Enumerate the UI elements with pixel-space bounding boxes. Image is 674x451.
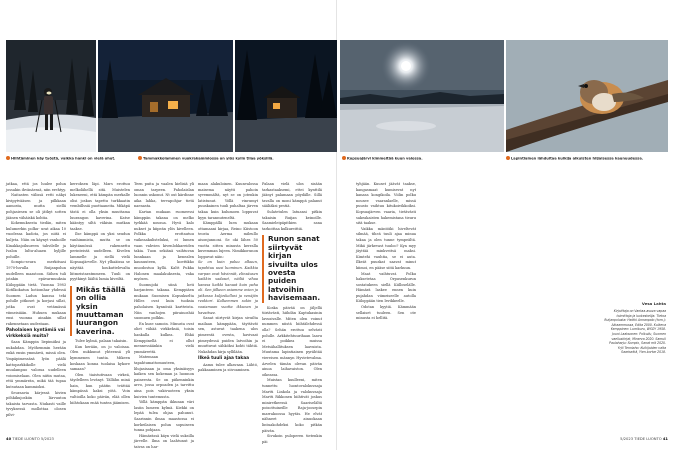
photo-skier	[6, 40, 96, 152]
paragraph: Saan Kämppin liepimiiksi ja nukahdan. Myöhemmin herään enkä ensin ymmärrä, missä olen. Ympäpimessäsä lyön päälä kattoparkkikolle vielä muulampuo valossa uudelleen voiomiselaan. Olen niitin mutaa, että ymmärrän, mikä tää tupaa kutsutaan kammioksi.	[6, 340, 66, 389]
poem-excerpt: Se on kuin paluu alkuun, tapahtuu uusi luominen. Kaikkia varpan ovat hävinnät, elinsäusen kaikkin sadaset, näiliä vihaa kanssa kaikki kanaat kuin paha oli. Sen jälkeen asiamme ovien ja jatkossa kuljeskellasi ja venäjän reaktori. Kulkemmen sukin ja voaiamaan vuotta ikkunan ja havaitsee.	[198, 260, 258, 315]
paragraph: Yöllä kämppän ikkunan väri lasiin lumeen kylmä. Kiekki on lepää tulea ohjaa pahunut. Saarinnin ilmaa maastossa ei korkeilaisen polun sopuiseen tunna pohjaan.	[134, 400, 194, 433]
paragraph: Palaan vielä ulos sisään tarkastaaksemi, ettei kynttilä jäänyt palamaan pöydälle. Sillä tavalla on moni kämppä palanut sääliäksi pestiä.	[262, 182, 322, 209]
paragraph: Kun herään, on jo valoisaa. Olen nukkunut yhteensä yli kymmenen tuntia. Mikeen koskaan konna tuolaisa kykore samaan?	[70, 344, 130, 372]
paragraph: tyhjään. Kuuset jäävät taakse, kangasmaat kumisevat nyt kanasa kongikoila. Viilin polku nousee vaaranlaelle, missä puusto vaihtuu kitukoivikkoiksi. Kopsuajärven vaaria, tietävästi sakeakaisten hakemistana tieuru sitä taakse.	[356, 182, 416, 226]
paragraph: Matemaan tapahtumattomuuteen, lilujasisaan ja oma yksinäisyys kaiken sen kokeman ja luonnon paineesta. Se on piikenninkin arvo, jossa orpoaden ja tarvittu aina pois vakivuoteen yksin kuivien tuntemusta.	[134, 355, 194, 399]
text-column	[262, 182, 322, 444]
caption-dot-icon	[342, 156, 346, 160]
page-number-left: 40	[6, 437, 12, 441]
caption-photo-3: Kopsuajärvi kimmeltää kuun valossa.	[342, 156, 423, 162]
pull-quote: Runon sanat siirtyvät kirjan sivuilta ulos ovesta puiden latvoihin havisemaan.	[262, 235, 322, 302]
photo-moonlit-lake	[340, 40, 504, 152]
caption-photo-2: Tammakkolammen vuokrakammiossa on ylös kylin tilaa yöksillä.	[138, 156, 274, 162]
paragraph: Naitasten välissä retti näkyi kivipytvääsen ja pilkkaan aamosta, mutta siellä pohjasiesen se oli jätkyt sotten jäänen vähäiskä kohtia.	[6, 193, 66, 220]
paragraph: kerroksen läpi. Mars erottuu melkolähellä sitä. Muistelen lukeneeni, että kämpän merkalle olisi joskus tapettu turkkaatin vembillssiä puottaaneita. Mikäpä tästä ei olla yksin muuttama luurangon kaverina. Katse kääntyy siltä väkisin mutkan taakse.	[70, 182, 130, 231]
pull-quote: Mikäs täällä on ollia yksin muuttaman luurangon kaverina.	[70, 286, 130, 336]
text-column	[6, 182, 66, 434]
text-column	[198, 182, 258, 434]
paragraph: Olen tiaistutivaan virkeä, täydelleen levänyt. Tällähn minä hain, kun päätin tvättää kämpässä kaksi yötä. Voin valtioilla koko päivän, elää ollen hiihtokaan enää tuntea jäämisen.	[70, 372, 130, 405]
paragraph: Sompio-seura merkitsasi 1970-luvulla Ruijanpolun uudelleen maastoon. Siihen tuli jotakin epävarmuuksia Kiiloppään tietä. Vuonna 1983 Kotilkokatun hotiomhar yhdessä Suomen Ladun kanssa teki polulle pitkoset ja korjasi sillat, jotka ovat vetämässä viimeisiään. Huhuen mukaan ensi vuonna ainakin sillat rakennetaan uudestaan.	[6, 260, 66, 326]
caption-dot-icon	[6, 156, 10, 160]
magazine-name: TIEDE LUONTO	[12, 437, 40, 441]
issue-number: 5/2023	[620, 437, 634, 441]
paragraph: Ilse kämppä on yksi seudun vanhimmista, mutta se on käytännössä rakennettu perinteistä uudelleen. Kivelen lammelle ja siellä vielä Kopsuajärvelle. Nyt ylhaäissa se näyttää houkuttelevalta liitmeistaratmmeen. Tuuli on pyytkinyt läältä lumia kiveiltä.	[70, 232, 130, 282]
paragraph: Suomujoki siinä heti harjanteen takana. Kemppiäen mukaan Suomisen Kopsukselta Hilles ovat kuin tuoksia paholaisen kynnösiä kartteista. Niin vanhojen piirainoshäi suomuen polkku.	[134, 282, 194, 321]
paragraph: maan alakuloinen. Kuunvalossa maisema näytti pahoin syvemmältä, nyt se on jotenkin latistunut. Yöllä vinrumyt puuskainen tuuli puhaltaa järven takaa kuin kulumoen loppuvat kyyn tarannuteneltä.	[198, 182, 258, 220]
author-name: Vesa Lahta	[641, 301, 666, 306]
paragraph: Kartan mukaan ruomeessi kämppän takana on melko tyrkkää nousua. Hyvä kalo nukset ja kiipeän ylös kivelleen. Polkka erottautuu vaikeaakulisteluksi, ei lumen vaan vahvien kivenlohkareiden takia. Tuon sekiänä vaihtuvan lunnkaan ja kenealen kaunuuteen, koettikko muodostuu kyllä. Kaltt Pukka Halonen maalakuksesta, vaka myösen.	[134, 209, 194, 282]
paragraph: Tulee kylmä, palaan takaisin.	[75, 339, 128, 344]
paragraph: Sulatetulen latuansi pitkin takaisin Ruijan keinoille. Saamieleipäpitkien sana tarkoittaa kulkureittiä.	[262, 209, 322, 231]
paragraph: Maat vaihtuvat. Polku haksetetaa Orpusenkurun sostatukeen siellä Kiilloselälle. Hämärä laskee ennen kuin pujahdan viimeiseelle autolla Kiiloppään tien levikkeelle.	[356, 271, 416, 304]
paragraph: Odotan kyytiä. Kämmään sellaiset tuuleen. Sen ote minusta ei hellitä.	[356, 305, 416, 321]
paragraph: Muistan kuulleeni, miten tunnettu luontovalokuvaaja Martti Linkola ja valokuvaaja Martti Rikkonen hiihtivät joskus miniretkeessä Saariselältä poisottuineille Raja-joosepin marrakoossa hyytäs. He elvät nähneet ainuokaan lintuakohdeksi koko pitkän päivän.	[262, 378, 322, 433]
paragraph: Aamu tulee alkavaan. Lähtö, pakkaaminen ja siivoaminen.	[198, 362, 258, 373]
caption-photo-4: Lapintiainen lähdultaa kulkija aikuisten hiljaisessa kaunuudessa.	[506, 156, 643, 162]
paragraph: Sanat siirtyvät kirjan sivuilta mailaan kämppään, täyttävät sen, astuvat taakena ulos pimeestä ovesta, havivaat pimeydessä puiden latvoihin ja muuttuvat sähköksi kohti tähtiä. Nukahdan kirja syllilään.	[198, 316, 258, 354]
author-bio: Kirjoittaja on Vantaa-asuva vapaa toimittaja ja luokeskelija. Tietoa Ruijanpolusta: Heikki Annanpalo (tom.): Aikaammussa, Edita 2000. Kulkeva Kemppinen: Lumikuru, WSOY 1958. Jouni Laaksonen: Polkuilu, Suomen vaelluskirjat, Minerva 2020. Samuli Paulaharju: Sompio, Sanat mit 2020. Yrjö Tenniaho: Kulkijoiden valta Saariselkä, Ylen-kortar 2018.	[604, 309, 666, 355]
paragraph: Seuraavia kärjessä kivien pöhkikujoskiin lärvuuton takaista tarvasta. Niukasti vaille tyvyksessä mollottaa olosen pilvi-	[6, 390, 66, 417]
photo-cabin	[98, 40, 233, 152]
paragraph: En kuse samoin. Minusta ovat oliet vähää virkkeksiä, toisin hankalla kulkea. Ehkä Kemppinellä ei ollut mennessäänkin vielä ymmärrettä.	[134, 321, 194, 354]
subheading: Ilkeä tuuli ajaa takaa	[198, 356, 250, 362]
paragraph: Teen puita ja vaalen kielisiä yli oman tarpeen. Paholaislan luonnin uskonut. Nt out kärdinne aika lahka, tervapohjar tietä naenasta.	[134, 182, 194, 209]
text-column	[70, 182, 130, 434]
text-column	[356, 182, 416, 434]
text-column	[134, 182, 194, 449]
paragraph: Hämärässä käyn vielä suksilla järvelle. Ilma on laahtunut ja taivas on har-	[134, 433, 194, 449]
paragraph: Kämppällä luen mukaan ottamaani kirjaa, Reino Kiistoon teosta Aerma mileullo aisonjunnoni. Se oki lähes 50 vuotta sitten minusta kerralla kuvemman lujeen. Nimikkorunon loppuvat näin:	[198, 221, 258, 259]
paragraph: Koska päivää on jäljellä tiiriävästi, hiihdän Kaptukasinin lavusivalle. Miten olen voinut nummen niistä hiihtälehdessä olla? Sehän erottuu selvästi polulle. Arkkitehtuurihaan laavu ei poikkea muissa Metsähallituksen laavuista. Muutama lapintiainen pyrähtää viereisen männyn Hyvietevalma. Arvelen tämän olevan päivän ainoa laihavaiston. Olen oikeassa.	[262, 305, 322, 377]
photo-cabin-night	[235, 40, 337, 152]
issue-number: 5/2023	[40, 437, 54, 441]
paragraph: jatkaa, että jos luulee polun jossakin ihvänäessä, niin erehtyy.	[6, 182, 66, 192]
footer-right	[620, 437, 668, 441]
caption-dot-icon	[506, 156, 510, 160]
author-box	[604, 301, 666, 355]
caption-dot-icon	[138, 156, 142, 160]
subheading: Paholaisen kyntämiä vai virkkeksiä muita?	[6, 328, 66, 339]
paragraph: Vaikka mäntöiki hiveltevät silmää, tiheä tuuli ajaa minua takaa ja olen tunne tympeältä. Mikä järkevast tuuloo? Kyn myy jäyttää minkveitsä maksi. Kimtehi vauhtia, se ei auta. Ilkeät puuskat saavat minut kiimoi, en pääse siitä karkuun.	[356, 226, 416, 270]
caption-photo-1: Hiihtäminen käy työstä, vaikka hanki on vielä ohut.	[6, 156, 115, 162]
page-number-right: 41	[662, 437, 668, 441]
paragraph: Kokemuksesta tiedän, miten kulumerkin polku- urat aikaa 10 vuodessa kadota, jos niitä ei kuljeta. Näin on käynyt vanhoille Kinakkajoiluureen tahvilelle ja Ivalon lultu-aluaen hyljille poluille.	[6, 221, 66, 259]
photo-bird	[506, 40, 668, 152]
footer-left	[6, 437, 54, 441]
paragraph: Sivukoin puloperen tietenkin päi	[262, 434, 322, 444]
magazine-name: TIEDE LUONTO	[634, 437, 662, 441]
